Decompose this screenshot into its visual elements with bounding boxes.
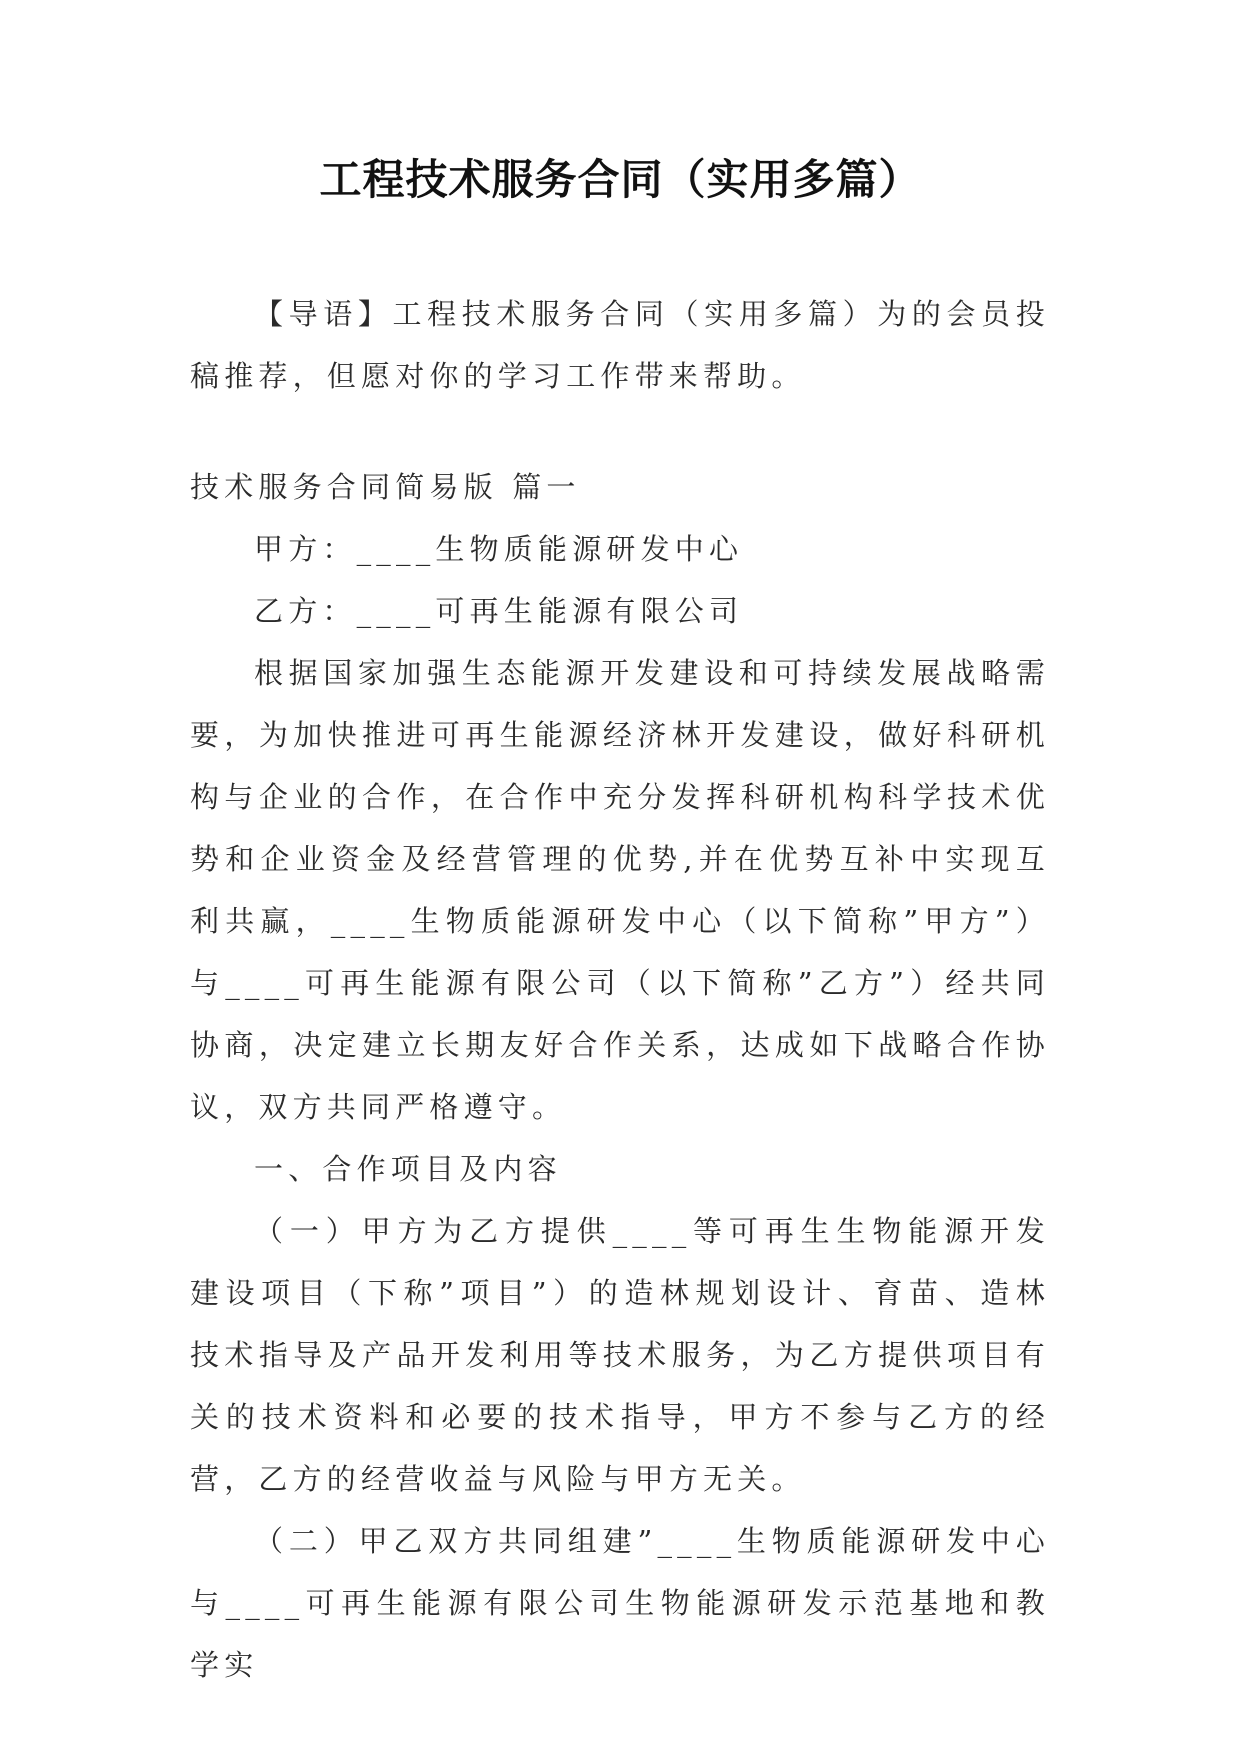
clause-item-1: （一）甲方为乙方提供____等可再生生物能源开发建设项目（下称”项目”）的造林规划设计、育苗、造林技术指导及产品开发利用等技术服务，为乙方提供项目有关的技术资料和必要的技术指导，甲方不参与乙方的经营，乙方的经营收益与风险与甲方无关。 (190, 1214, 1050, 1496)
clause-heading: 一、合作项目及内容 (254, 1152, 562, 1186)
preamble-paragraph: 根据国家加强生态能源开发建设和可持续发展战略需要，为加快推进可再生能源经济林开发建设，做好科研机构与企业的合作，在合作中充分发挥科研机构科学技术优势和企业资金及经营管理的优势,并在优势互补中实现互利共赢，____生物质能源研发中心（以下简称”甲方”）与____可再生能源有限公司（以下简称”乙方”）经共同协商，决定建立长期友好合作关系，达成如下战略合作协议，双方共同严格遵守。 (190, 656, 1050, 1124)
section-title: 技术服务合同简易版 篇一 (190, 470, 581, 504)
intro-block (190, 283, 1050, 407)
party-a-line: 甲方：____生物质能源研发中心 (254, 532, 744, 566)
document-title: 工程技术服务合同（实用多篇） (319, 155, 922, 204)
intro-paragraph: 【导语】工程技术服务合同（实用多篇）为的会员投稿推荐，但愿对你的学习工作带来帮助。 (190, 297, 1050, 393)
contract-body (190, 456, 1050, 1696)
clause-item-2: （二）甲乙双方共同组建”____生物质能源研发中心与____可再生能源有限公司生物能源研发示范基地和教学实 (190, 1524, 1050, 1682)
party-b-line: 乙方：____可再生能源有限公司 (254, 594, 744, 628)
